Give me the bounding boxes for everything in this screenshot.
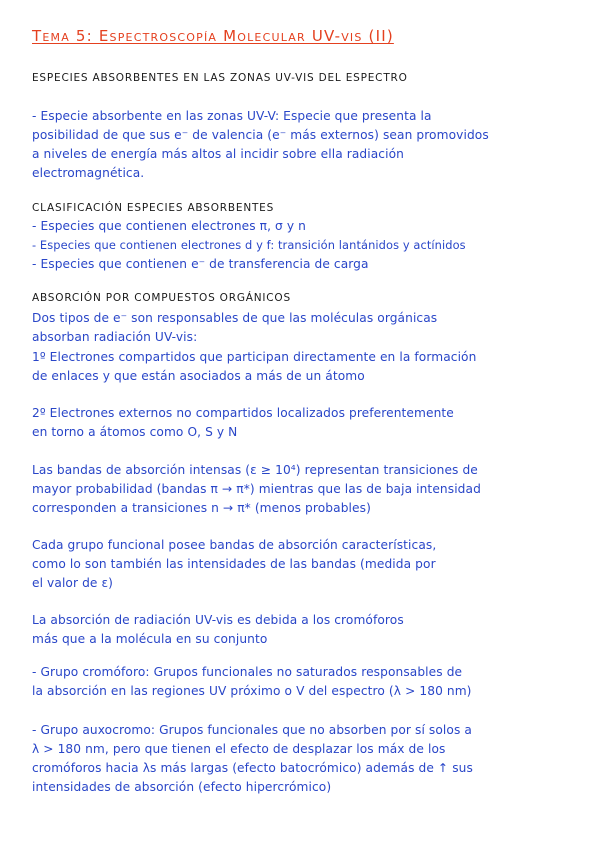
item2-line-2: en torno a átomos como O, S y N: [32, 425, 238, 439]
functional-line-2: como lo son también las intensidades de las bandas (medida por: [32, 557, 436, 571]
section-heading-clasificacion: CLASIFICACIÓN ESPECIES ABSORBENTES: [32, 202, 275, 214]
auxocromo-line-4: intensidades de absorción (efecto hipercrómico): [32, 780, 332, 794]
clasif-item-2: - Especies que contienen electrones d y f: transición lantánidos y actínidos: [32, 238, 466, 252]
auxocromo-line-3: cromóforos hacia λs más largas (efecto batocrómico) además de ↑ sus: [32, 761, 473, 775]
para-especie-line-3: a niveles de energía más altos al incidir sobre ella radiación: [32, 147, 404, 161]
cromoforo-line-2: la absorción en las regiones UV próximo o V del espectro (λ > 180 nm): [32, 684, 472, 698]
clasif-item-3: - Especies que contienen e⁻ de transferencia de carga: [32, 257, 369, 271]
bands-line-2: mayor probabilidad (bandas π → π*) mientras que las de baja intensidad: [32, 482, 481, 496]
para-especie-line-4: electromagnética.: [32, 166, 145, 180]
bands-line-1: Las bandas de absorción intensas (ε ≥ 10⁴) representan transiciones de: [32, 463, 478, 477]
item2-line-1: 2º Electrones externos no compartidos localizados preferentemente: [32, 406, 454, 420]
intro-line-1: Dos tipos de e⁻ son responsables de que las moléculas orgánicas: [32, 311, 438, 325]
intro-line-2: absorban radiación UV-vis:: [32, 330, 198, 344]
auxocromo-line-1: - Grupo auxocromo: Grupos funcionales que no absorben por sí solos a: [32, 723, 472, 737]
page-title: Tema 5: Espectroscopía Molecular UV-vis (II): [32, 27, 394, 45]
clasif-item-1: - Especies que contienen electrones π, σ y n: [32, 219, 306, 233]
functional-line-1: Cada grupo funcional posee bandas de absorción características,: [32, 538, 437, 552]
functional-line-3: el valor de ε): [32, 576, 114, 590]
item1-line-2: de enlaces y que están asociados a más de un átomo: [32, 369, 365, 383]
bands-line-3: corresponden a transiciones n → π* (menos probables): [32, 501, 371, 515]
para-especie-line-1: - Especie absorbente en las zonas UV-V: Especie que presenta la: [32, 109, 432, 123]
item1-line-1: 1º Electrones compartidos que participan directamente en la formación: [32, 350, 477, 364]
cromoforo-line-1: - Grupo cromóforo: Grupos funcionales no saturados responsables de: [32, 665, 463, 679]
section-heading-absorcion: ABSORCIÓN POR COMPUESTOS ORGÁNICOS: [32, 292, 291, 304]
chromophores-line-2: más que a la molécula en su conjunto: [32, 632, 268, 646]
auxocromo-line-2: λ > 180 nm, pero que tienen el efecto de desplazar los máx de los: [32, 742, 446, 756]
chromophores-line-1: La absorción de radiación UV-vis es debida a los cromóforos: [32, 613, 404, 627]
section-heading-especies: ESPECIES ABSORBENTES EN LAS ZONAS UV-VIS DEL ESPECTRO: [32, 72, 408, 84]
para-especie-line-2: posibilidad de que sus e⁻ de valencia (e⁻ más externos) sean promovidos: [32, 128, 489, 142]
